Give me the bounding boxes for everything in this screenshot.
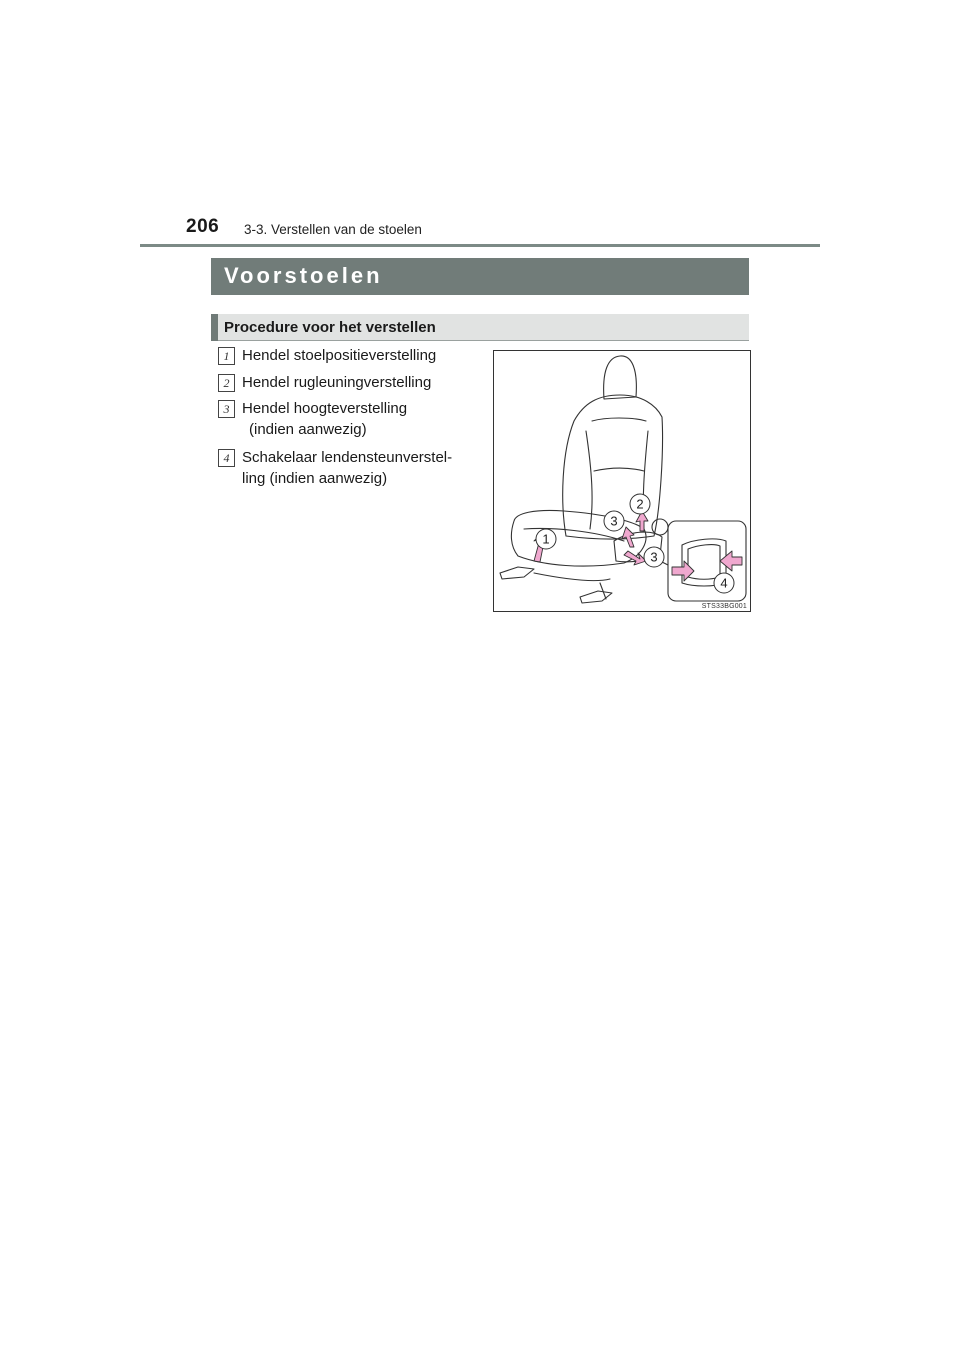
page-number: 206	[186, 216, 220, 237]
seat-illustration	[493, 350, 751, 612]
item-number: 4	[218, 449, 235, 467]
header-divider	[140, 244, 820, 247]
item-number: 3	[218, 400, 235, 418]
item-number: 2	[218, 374, 235, 392]
item-text: Hendel rugleuningverstelling	[242, 374, 432, 391]
lower-arrow	[624, 551, 646, 565]
item-text: Schakelaar lendensteunverstel-	[242, 449, 453, 466]
item-text: Hendel stoelpositieverstelling	[242, 347, 437, 364]
chapter-title: 3-3. Verstellen van de stoelen	[244, 222, 422, 237]
figure-code: STS33BG001	[701, 603, 747, 610]
callout-3a: 3	[610, 513, 618, 529]
subsection-title: Procedure voor het verstellen	[224, 319, 436, 336]
recline-knob	[652, 519, 668, 535]
callout-4: 4	[720, 575, 728, 591]
item-text: Hendel hoogteverstelling	[242, 400, 408, 417]
item-number: 1	[218, 347, 235, 365]
item-text-continued: ling (indien aanwezig)	[242, 470, 388, 487]
section-title: Voorstoelen	[224, 263, 383, 288]
headrest	[604, 356, 637, 399]
callout-1: 1	[542, 531, 550, 547]
callout-3b: 3	[650, 549, 658, 565]
lift-arrow	[622, 527, 634, 547]
callout-2: 2	[636, 496, 644, 512]
subsection-accent	[211, 314, 218, 341]
item-text-continued: (indien aanwezig)	[249, 421, 367, 438]
